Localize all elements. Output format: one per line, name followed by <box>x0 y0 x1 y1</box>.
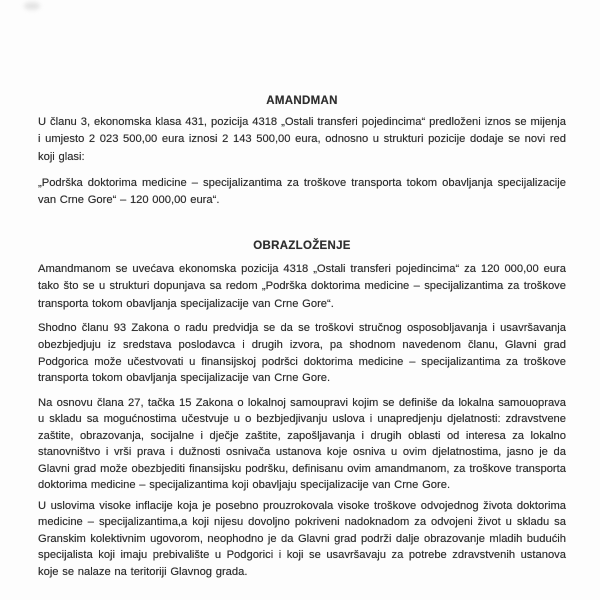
scan-artifact-smudge <box>24 2 40 10</box>
explanation-paragraph-labour-law: Shodno članu 93 Zakona o radu predvidja se da se troškovi stručnog osposobljavanja i usavršavanja obezbjedjuju iz sredstava poslodavca i drugih izvora, pa shodnom navedenom članu, Glavni grad Podgorica može učestvovati u finansijskoj podršci doktorima medicine – specijalizantima za troškove transporta tokom obavljanja specijalizacije van Crne Gore. <box>38 322 566 385</box>
explanation-heading: OBRAZLOŽENJE <box>253 240 351 252</box>
amendment-heading: AMANDMAN <box>266 95 338 107</box>
amendment-paragraph-new-budget-line: „Podrška doktorima medicine – specijalizantima za troškove transporta tokom obavljanja specijalizacije van Crne Gore“ – 120 000,00 eura“. <box>38 177 566 207</box>
amendment-paragraph-budget-change: U članu 3, ekonomska klasa 431, pozicija 4318 „Ostali transferi pojedincima“ predloženi iznos se mijenja i umjesto 2 023 500,00 eura iznosi 2 143 500,00 eura, odnosno u strukturi pozicije dodaje se novi red koji glasi: <box>38 116 566 163</box>
explanation-paragraph-local-selfgovernment-law: Na osnovu člana 27, tačka 15 Zakona o lokalnoj samoupravi kojim se definiše da lokalna samouoprava u skladu sa mogućnostima učestvuje u o bezbjedjivanju uslova i unapredjenju djelatnosti: zdravstvene zaštite, obrazovanja, socijalne i dječje zaštite, zapošljavanja i drugih oblasti od interesa za lokalno stanovništvo i vrši prava i dužnosti osnivača ustanova koje osniva u ovim djelatnostima, jasno je da Glavni grad može obezbjediti finansijsku podršku, definisanu ovim amandmanom, za troškove transporta doktorima medicine – specijalizantima koji obavljaju specijalizacije van Crne Gore. <box>38 397 566 492</box>
explanation-paragraph-inflation: U uslovima visoke inflacije koja je posebno prouzrokovala visoke troškove odvojednog života doktorima medicine – specijalizantima,a koji nijesu dovoljno pokriveni nadoknadom za odvojeni život u skladu sa Granskim kolektivnim ugovorom, neophodno je da Glavni grad podrži dalje obrazovanje mladih budućih specijalista koji imaju prebivalište u Podgorici i koji se usavršavaju za potrebe zdravstvenih ustanova koje se nalaze na teritoriji Glavnog grada. <box>38 500 566 578</box>
explanation-paragraph-increase: Amandmanom se uvećava ekonomska pozicija 4318 „Ostali transferi pojedincima“ za 120 000,00 eura tako što se u strukturi dopunjava sa redom „Podrška doktorima medicine – specijalizantima za troškove transporta tokom obavljanja specijalizacije van Crne Gore“. <box>38 263 566 310</box>
